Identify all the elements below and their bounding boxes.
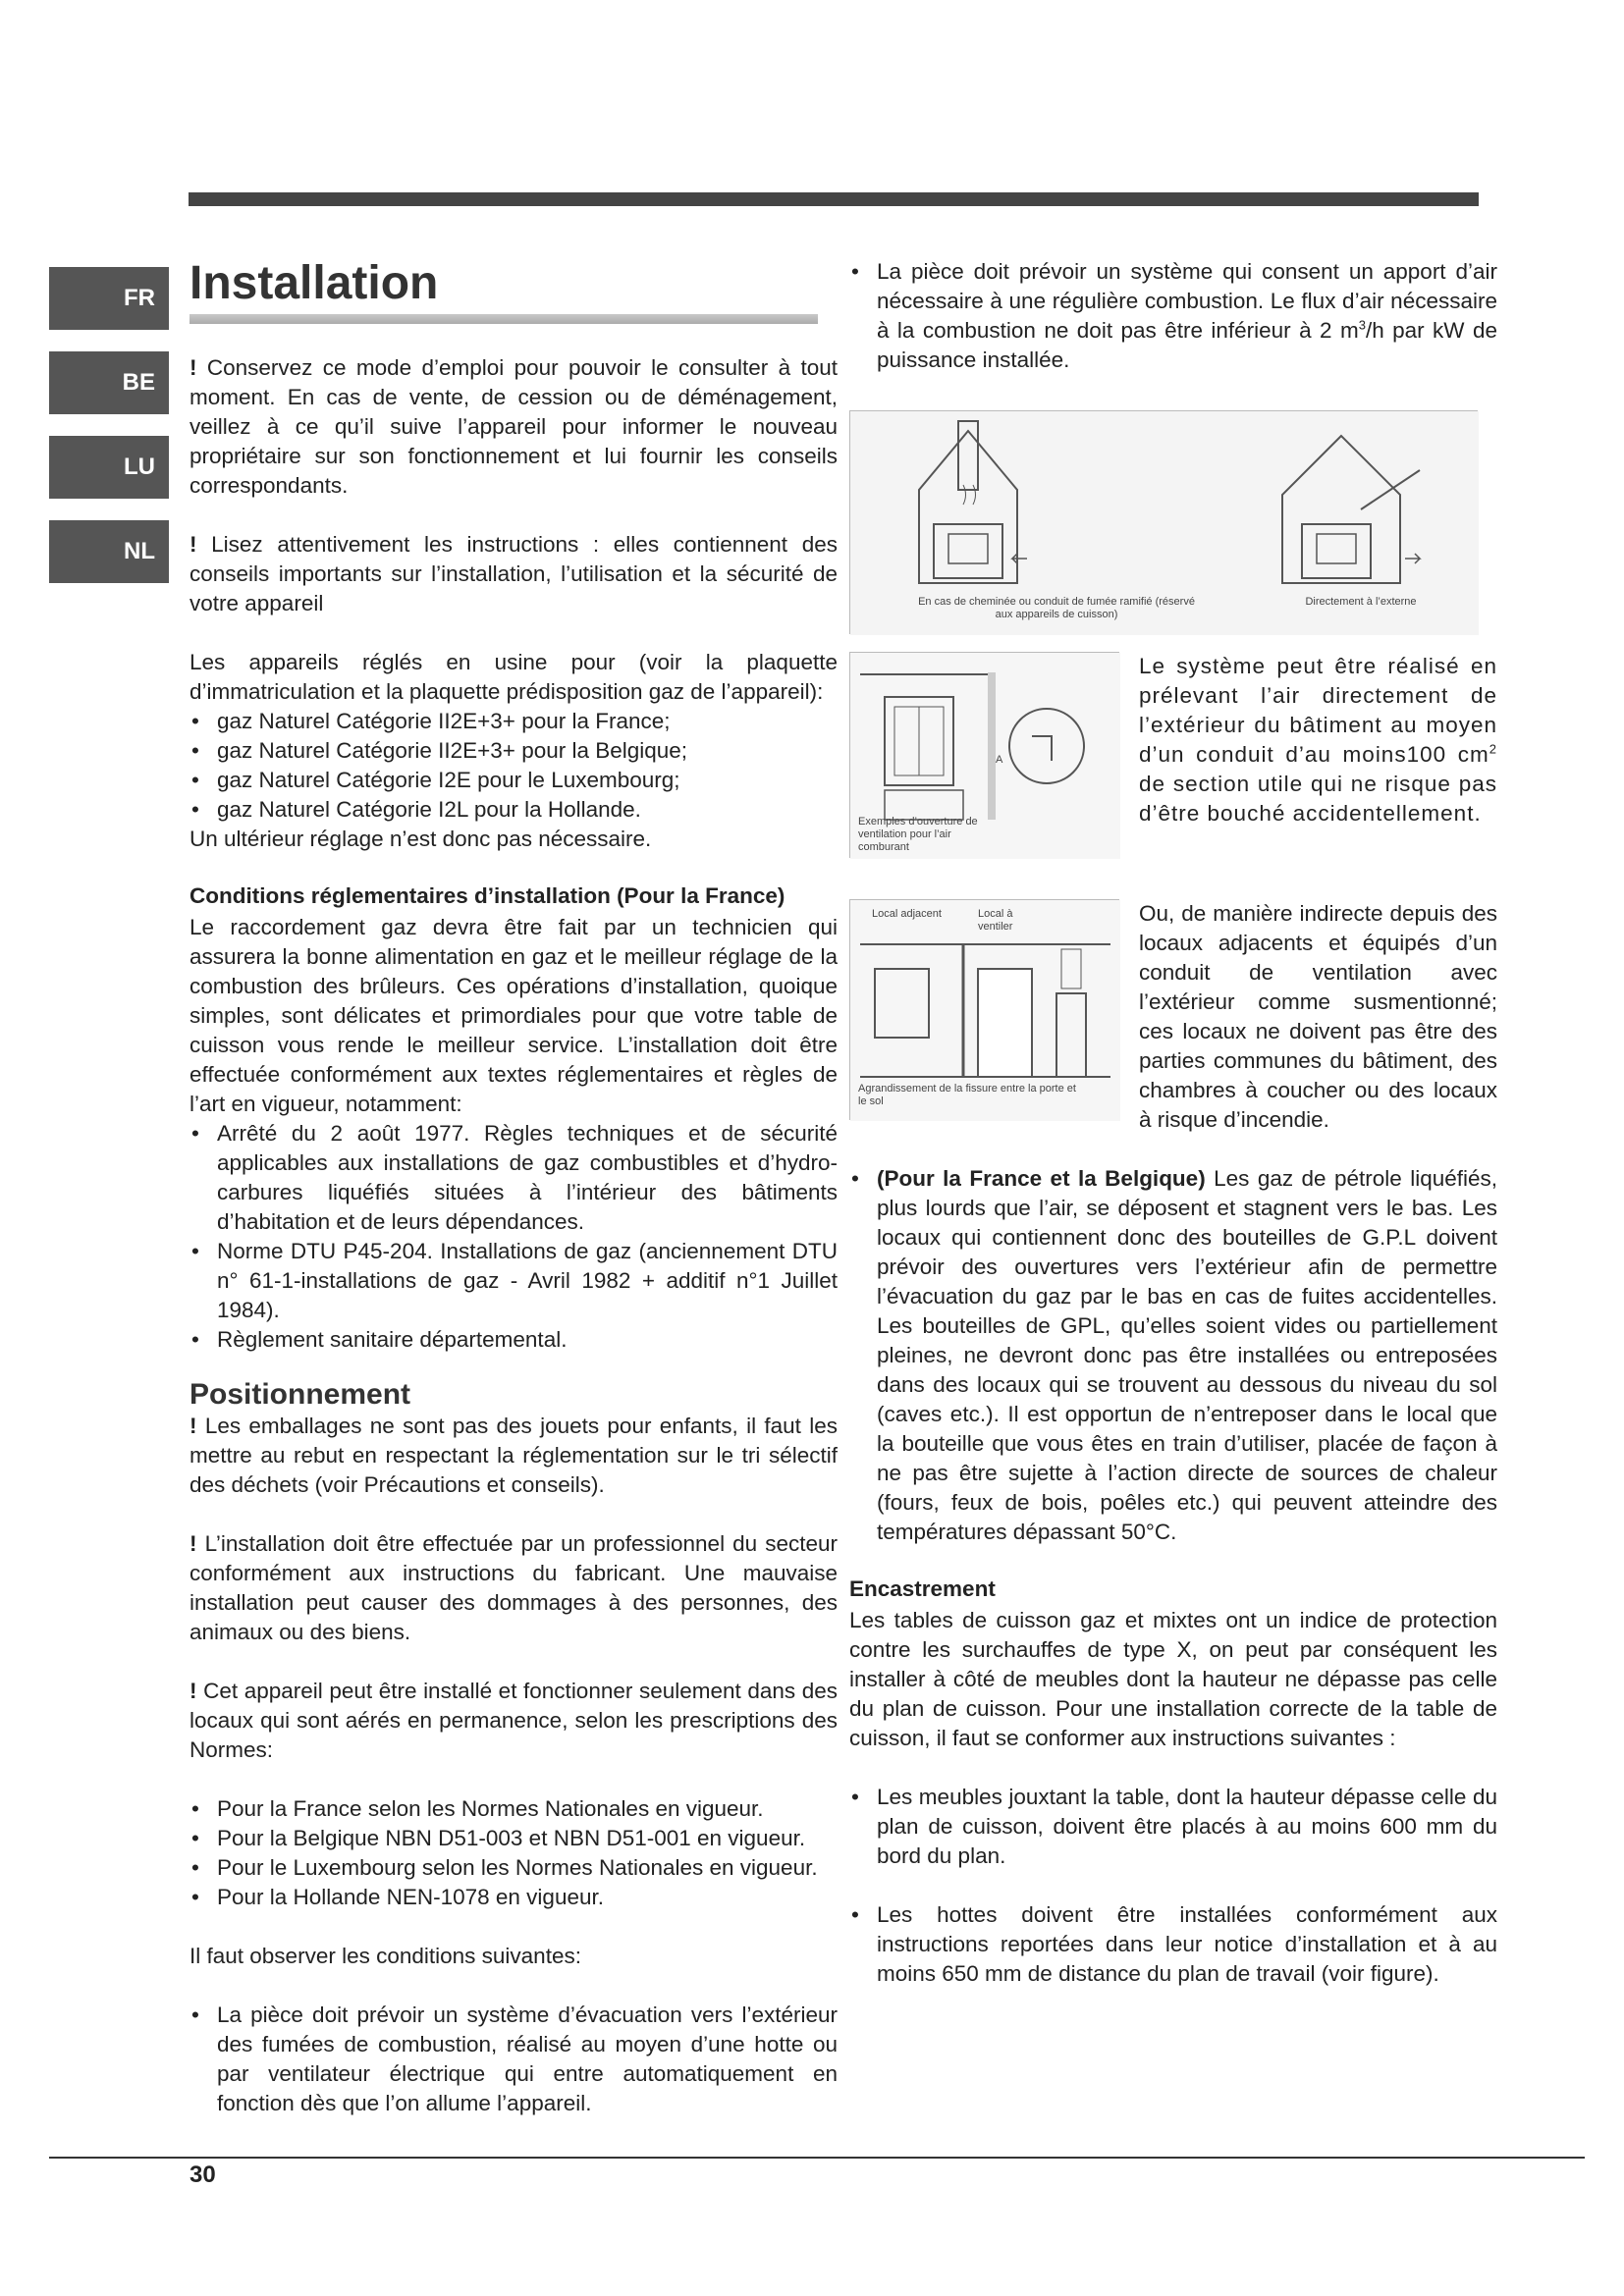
air-supply-list	[849, 257, 1497, 375]
list-item: • Les hottes doivent être installées conformément aux instructions reportées dans leur notice d’installation et à au moins 650 mm de distance du plan de travail (voir figure).	[849, 1900, 1497, 1989]
list-item: • Pour la Belgique NBN D51-003 et NBN D51-001 en vigueur.	[189, 1824, 838, 1853]
adjacent-room-figure	[849, 899, 1119, 1120]
tab-nl[interactable]: NL	[49, 520, 169, 583]
encastrement-heading: Encastrement	[849, 1576, 996, 1601]
figure-caption: Directement à l’externe	[1305, 596, 1417, 608]
list-item: • Pour la France selon les Normes Nationales en vigueur.	[189, 1794, 838, 1824]
conditions-heading: Conditions réglementaires d’installation (Pour la France)	[189, 883, 785, 908]
tab-fr[interactable]: FR	[49, 267, 169, 330]
observe-conditions: Il faut observer les conditions suivantes:	[189, 1944, 581, 1968]
tab-be[interactable]: BE	[49, 351, 169, 414]
note-packaging: ! Les emballages ne sont pas des jouets pour enfants, il faut les mettre au rebut en respectant la réglementation sur le tri sélectif des déchets (voir Précautions et conseils).	[189, 1414, 838, 1497]
note-keep-manual: ! Conservez ce mode d’emploi pour pouvoir le consulter à tout moment. En cas de vente, de cession ou de déménagement, veillez à ce qu’il suive l’appareil pour informer le nouveau propriétaire sur son fonctionnement et lui fournir les conseils correspondants.	[189, 355, 838, 498]
regulations-list	[189, 1119, 838, 1355]
figure-caption: En cas de cheminée ou conduit de fumée ramifié (réservé aux appareils de cuisson)	[918, 596, 1195, 620]
note-ventilated-rooms: ! Cet appareil peut être installé et fonctionner seulement dans des locaux qui sont aérés en permanence, selon les prescriptions des Normes:	[189, 1679, 838, 1762]
list-item: • Pour la Hollande NEN-1078 en vigueur.	[189, 1883, 838, 1912]
left-column	[189, 255, 838, 2118]
note-professional: ! L’installation doit être effectuée par un professionnel du secteur conformément aux instructions du fabricant. Une mauvaise installation peut causer des dommages à des personnes, des animaux ou des biens.	[189, 1531, 838, 1644]
list-item: • La pièce doit prévoir un système qui consent un apport d’air nécessaire à une régulière combustion. Le flux d’air nécessaire à la combustion ne doit pas être inférieur à 2 $m^3/h$ par kW de puissance installée.	[849, 257, 1497, 375]
factory-settings-intro: Les appareils réglés en usine pour (voir la plaquette d’immatriculation et la plaquette prédisposition gaz de l’appareil):	[189, 650, 838, 704]
adjacent-room-text: Ou, de manière indirecte depuis des locaux adjacents et équipés d’un conduit de ventilation avec l’extérieur comme susmentionné; ces locaux ne doivent pas être des parties communes du bâtiment, des chambres à coucher ou des locaux à risque d’incendie.	[1139, 901, 1497, 1132]
positioning-heading: Positionnement	[189, 1378, 411, 1411]
tab-lu[interactable]: LU	[49, 436, 169, 499]
right-column	[849, 257, 1497, 1989]
list-item: • gaz Naturel Catégorie I2E pour le Luxembourg;	[189, 766, 838, 795]
list-item: • Pour le Luxembourg selon les Normes Nationales en vigueur.	[189, 1853, 838, 1883]
norms-list	[189, 1794, 838, 1912]
list-item: • Arrêté du 2 août 1977. Règles techniques et de sécurité applicables aux installations de gaz combustibles et d’hydro-carbures liquéfiés situées à l’intérieur des bâtiments d’habitation et de leurs dépendances.	[189, 1119, 838, 1237]
title-underline	[189, 314, 818, 324]
gpl-list	[849, 1164, 1497, 1547]
ventilation-section	[849, 652, 1497, 858]
page-number: 30	[189, 2162, 216, 2188]
list-item: • gaz Naturel Catégorie II2E+3+ pour la France;	[189, 707, 838, 736]
list-item: • gaz Naturel Catégorie I2L pour la Hollande.	[189, 795, 838, 825]
no-adjustment-text: Un ultérieur réglage n’est donc pas nécessaire.	[189, 827, 652, 851]
evacuation-list	[189, 2001, 838, 2118]
adjacent-room-section	[849, 899, 1497, 1135]
footer-rule	[49, 2157, 1585, 2159]
page-title: Installation	[189, 257, 439, 309]
figure-caption: Agrandissement de la fissure entre la porte et le sol	[858, 1083, 1076, 1107]
list-item: • (Pour la France et la Belgique) Les gaz de pétrole liquéfiés, plus lourds que l’air, se déposent et stagnent vers le bas. Les locaux qui contiennent donc des bouteilles de G.P.L doivent prévoir des ouvertures vers l’extérieur afin de permettre l’évacuation du gaz par le bas en cas de fuites accidentelles. Les bouteilles de GPL, qu’elles soient vides ou partiellement pleines, ne devront donc pas être installées ou entreposées dans des locaux qui se trouvent au dessous du niveau du sol (caves etc.). Il est opportun de n’entreposer dans le local que la bouteille que vous êtes en train d’utiliser, placée de façon à ne pas être sujette à l’action directe de sources de chaleur (fours, feux de bois, poêles etc.) qui peuvent atteindre des températures dépassant 50°C.	[849, 1164, 1497, 1547]
chimney-figure	[849, 410, 1478, 634]
figure-label: Local adjacent	[872, 908, 942, 920]
note-read-instructions: ! Lisez attentivement les instructions : elles contiennent des conseils importants sur l’installation, l’utilisation et la sécurité de votre appareil	[189, 532, 838, 615]
ventilation-text: Le système peut être réalisé en prélevant l’air directement de l’extérieur du bâtiment au moyen d’un conduit d’au moins100 $cm^2$ de section utile qui ne risque pas d’être bouché accidentellement.	[1139, 654, 1497, 826]
gas-category-list	[189, 707, 838, 825]
conditions-text: Le raccordement gaz devra être fait par un technicien qui assurera la bonne alimentation en gaz et le meilleur réglage de la combustion des brûleurs. Ces opérations d’installation, quoique simples, sont délicates et primordiales pour que votre table de cuisson vous rende le meilleur service. L’installation doit être effectuée conformément aux textes réglementaires et règles de l’art en vigueur, notamment:	[189, 915, 838, 1116]
figure-caption: Exemples d’ouverture de ventilation pour l’air comburant	[858, 816, 978, 853]
list-item: • Règlement sanitaire départemental.	[189, 1325, 838, 1355]
list-item: • Norme DTU P45-204. Installations de gaz (anciennement DTU n° 61-1-installations de gaz - Avril 1982 + additif n°1 Juillet 1984).	[189, 1237, 838, 1325]
list-item: • La pièce doit prévoir un système d’évacuation vers l’extérieur des fumées de combustion, réalisé au moyen d’une hotte ou par ventilateur électrique qui entre automatiquement en fonction dès que l’on allume l’appareil.	[189, 2001, 838, 2118]
list-item: • gaz Naturel Catégorie II2E+3+ pour la Belgique;	[189, 736, 838, 766]
encastrement-list	[849, 1783, 1497, 1871]
encastrement-text: Les tables de cuisson gaz et mixtes ont un indice de protection contre les surchauffes de type X, on peut par conséquent les installer à côté de meubles dont la hauteur ne dépasse pas celle du plan de cuisson. Pour une installation correcte de la table de cuisson, il faut se conformer aux instructions suivantes :	[849, 1608, 1497, 1750]
list-item: • Les meubles jouxtant la table, dont la hauteur dépasse celle du plan de cuisson, doivent être placés à au moins 600 mm du bord du plan.	[849, 1783, 1497, 1871]
svg-text:A: A	[996, 754, 1003, 766]
header-bar	[189, 192, 1479, 206]
ventilation-figure	[849, 652, 1119, 858]
hood-list	[849, 1900, 1497, 1989]
figure-label: Local à ventiler	[978, 908, 1013, 933]
